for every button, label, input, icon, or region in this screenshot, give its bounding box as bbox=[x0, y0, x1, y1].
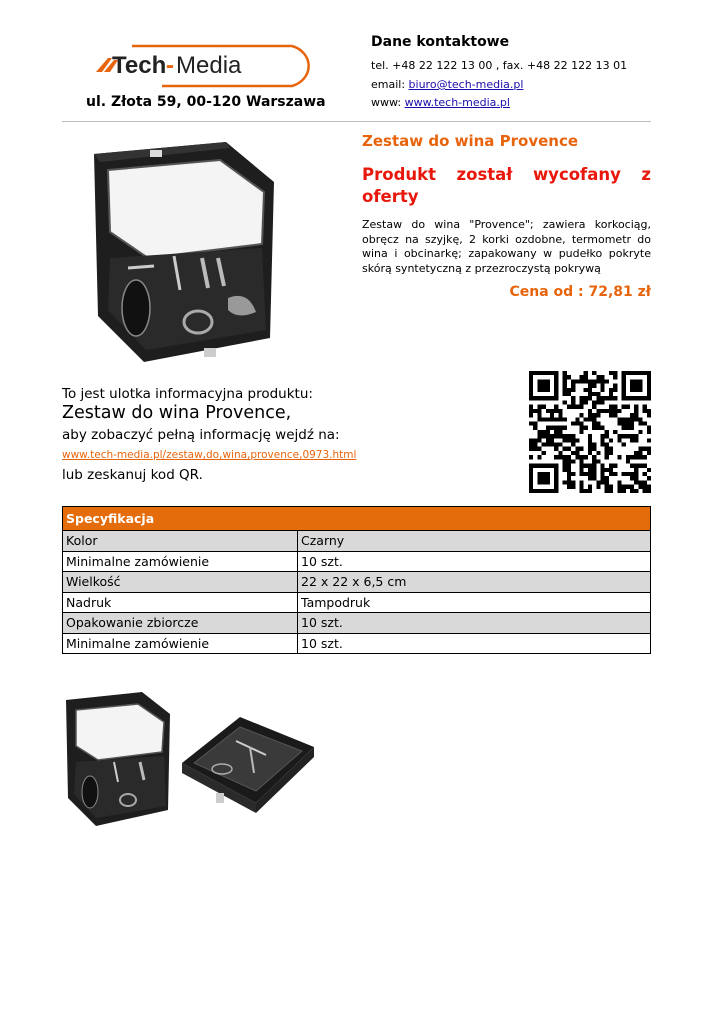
leaflet-product-name: Zestaw do wina Provence, bbox=[62, 403, 292, 423]
table-row bbox=[63, 633, 651, 654]
phone-line: tel. +48 22 122 13 00 , fax. +48 22 122 13 01 bbox=[371, 59, 628, 72]
company-address: ul. Złota 59, 00-120 Warszawa bbox=[86, 94, 326, 110]
product-description: Zestaw do wina "Provence"; zawiera korkociąg, obręcz na szyjkę, 2 korki ozdobne, termometr do wina i obcinarkę; zapakowany w pudełko pokryte skórą syntetyczną z przezroczystą pokrywą bbox=[362, 218, 651, 275]
tech-media-logo bbox=[92, 40, 320, 88]
withdrawn-notice bbox=[362, 164, 651, 208]
leaflet-intro: To jest ulotka informacyjna produktu: bbox=[62, 386, 313, 402]
table-row bbox=[63, 572, 651, 593]
product-image bbox=[88, 140, 278, 366]
spec-key: Nadruk bbox=[63, 592, 298, 613]
email-link[interactable]: biuro@tech-media.pl bbox=[408, 78, 524, 91]
email-label: email: bbox=[371, 78, 409, 91]
table-row bbox=[63, 592, 651, 613]
spec-key: Wielkość bbox=[63, 572, 298, 593]
svg-text:Tech: Tech bbox=[112, 52, 167, 79]
email-line bbox=[371, 78, 523, 91]
contact-title: Dane kontaktowe bbox=[371, 34, 510, 50]
spec-value: Tampodruk bbox=[298, 592, 651, 613]
spec-header: Specyfikacja bbox=[63, 507, 651, 531]
table-row bbox=[63, 551, 651, 572]
spec-value: Czarny bbox=[298, 531, 651, 552]
table-row bbox=[63, 613, 651, 634]
withdrawn-line-2: oferty bbox=[362, 187, 419, 206]
spec-value: 10 szt. bbox=[298, 633, 651, 654]
product-page-link[interactable]: www.tech-media.pl/zestaw,do,wina,provence,0973.html bbox=[62, 449, 357, 461]
spec-value: 22 x 22 x 6,5 cm bbox=[298, 572, 651, 593]
spec-header-row bbox=[63, 507, 651, 531]
spec-key: Minimalne zamówienie bbox=[63, 633, 298, 654]
spec-value: 10 szt. bbox=[298, 613, 651, 634]
svg-text:Media: Media bbox=[176, 52, 242, 79]
spec-key: Opakowanie zbiorcze bbox=[63, 613, 298, 634]
product-title: Zestaw do wina Provence bbox=[362, 132, 579, 150]
spec-key: Kolor bbox=[63, 531, 298, 552]
product-price: Cena od : 72,81 zł bbox=[509, 284, 651, 300]
gallery-image-closed-box[interactable] bbox=[180, 711, 316, 815]
gallery-image-open-box[interactable] bbox=[62, 690, 174, 828]
www-label: www: bbox=[371, 96, 405, 109]
withdrawn-line-1: Produkt został wycofany z bbox=[362, 165, 651, 184]
header-divider bbox=[62, 121, 651, 122]
www-line bbox=[371, 96, 510, 109]
leaflet-instructions: aby zobaczyć pełną informację wejdź na: bbox=[62, 427, 340, 443]
spec-key: Minimalne zamówienie bbox=[63, 551, 298, 572]
spec-table bbox=[62, 506, 651, 654]
svg-text:-: - bbox=[166, 52, 174, 79]
spec-value: 10 szt. bbox=[298, 551, 651, 572]
table-row bbox=[63, 531, 651, 552]
www-link[interactable]: www.tech-media.pl bbox=[404, 96, 510, 109]
leaflet-scan-text: lub zeskanuj kod QR. bbox=[62, 467, 203, 483]
qr-code[interactable] bbox=[529, 371, 651, 493]
